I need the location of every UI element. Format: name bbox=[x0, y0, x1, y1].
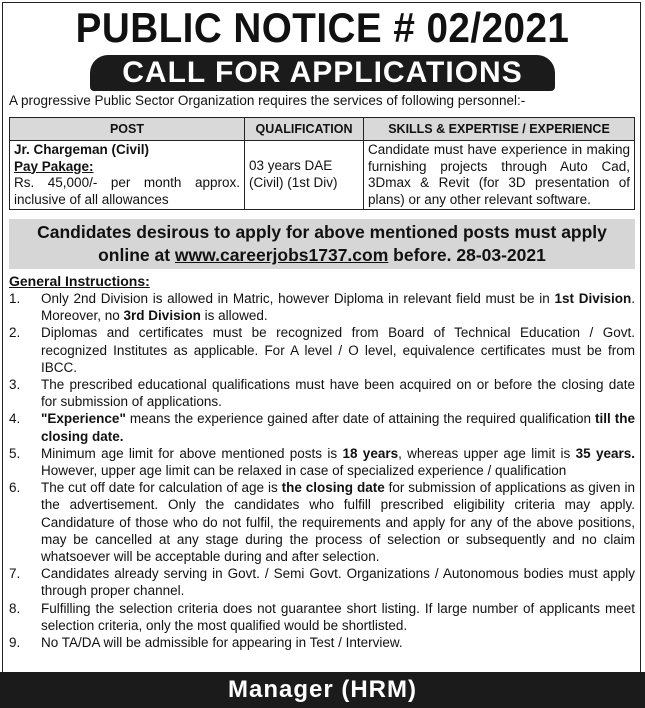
posts-table bbox=[9, 117, 635, 210]
qualification-text: 03 years DAE (Civil) (1st Div) bbox=[249, 158, 338, 190]
pay-text: Rs. 45,000/- per month approx. inclusive of all allowances bbox=[14, 175, 240, 207]
apply-deadline: before. 28-03-2021 bbox=[388, 245, 546, 265]
signatory-banner: Manager (HRM) bbox=[0, 672, 645, 708]
list-item: 7. Candidates already serving in Govt. / Semi Govt. Organizations / Autonomous bodies must apply through proper channel. bbox=[9, 566, 635, 599]
header-post: POST bbox=[10, 118, 245, 141]
pay-label: Pay Pakage: bbox=[14, 158, 94, 174]
instructions-list bbox=[9, 290, 635, 651]
skills-cell: Candidate must have experience in making furnishing projects through Auto Cad, 3Dmax & Revit (for 3D presentation of plans) or any other relevant software. bbox=[364, 141, 635, 210]
qualification-cell bbox=[245, 141, 364, 210]
list-item: 8. Fulfilling the selection criteria does not guarantee short listing. If large number of applicants meet selection criteria, only the most qualified would be shortlisted. bbox=[9, 600, 635, 633]
list-item: 5. Minimum age limit for above mentioned posts is 18 years, whereas upper age limit is 35 years. However, upper age limit can be relaxed in case of specialized experience / qualification bbox=[9, 445, 636, 479]
post-cell bbox=[10, 141, 245, 210]
apply-url-link[interactable]: www.careerjobs1737.com bbox=[174, 245, 389, 265]
list-item: 3. The prescribed educational qualifications must have been acquired on or before the closing date for submission of applications. bbox=[9, 377, 635, 410]
apply-notice bbox=[9, 219, 635, 269]
list-item: 4. "Experience" means the experience gained after date of attaining the required qualification till the closing date. bbox=[9, 411, 636, 444]
list-item: 9. No TA/DA will be admissible for appearing in Test / Interview. bbox=[9, 635, 403, 651]
list-item: 6. The cut off date for calculation of age is the closing date for submission of applications as given in the advertisement. Only the candidates who fulfill prescribed eligibility criteria may apply. Candidature of those who do not fulfil, the requirements and apply for any of the above positions, may be cancelled at any stage during the process of selection or subsequently and no claim whatsoever will be acceptable during and after selection. bbox=[9, 480, 635, 565]
list-item: 2. Diplomas and certificates must be recognized from Board of Technical Education / Govt. recognized Institutes as applicable. For A level / O level, equivalence certificates must be from IBCC. bbox=[9, 325, 635, 375]
table-row bbox=[10, 141, 635, 210]
call-for-applications-banner: CALL FOR APPLICATIONS bbox=[90, 55, 555, 91]
header-skills: SKILLS & EXPERTISE / EXPERIENCE bbox=[364, 118, 635, 141]
apply-prefix: online at bbox=[98, 245, 175, 265]
post-title: Jr. Chargeman (Civil) bbox=[14, 142, 150, 157]
general-instructions-title: General Instructions: bbox=[9, 273, 150, 289]
header-qualification: QUALIFICATION bbox=[245, 118, 364, 141]
list-item: 1. Only 2nd Division is allowed in Matric, however Diploma in relevant field must be in 1st Division. Moreover, no 3rd Division is allowed. bbox=[9, 291, 635, 324]
apply-line-1: Candidates desirous to apply for above mentioned posts must apply bbox=[37, 222, 607, 242]
intro-text: A progressive Public Sector Organization requires the services of following personnel:- bbox=[9, 93, 526, 108]
table-header-row bbox=[10, 118, 635, 141]
apply-line-2 bbox=[9, 244, 635, 267]
notice-title: PUBLIC NOTICE # 02/2021 bbox=[75, 4, 570, 51]
